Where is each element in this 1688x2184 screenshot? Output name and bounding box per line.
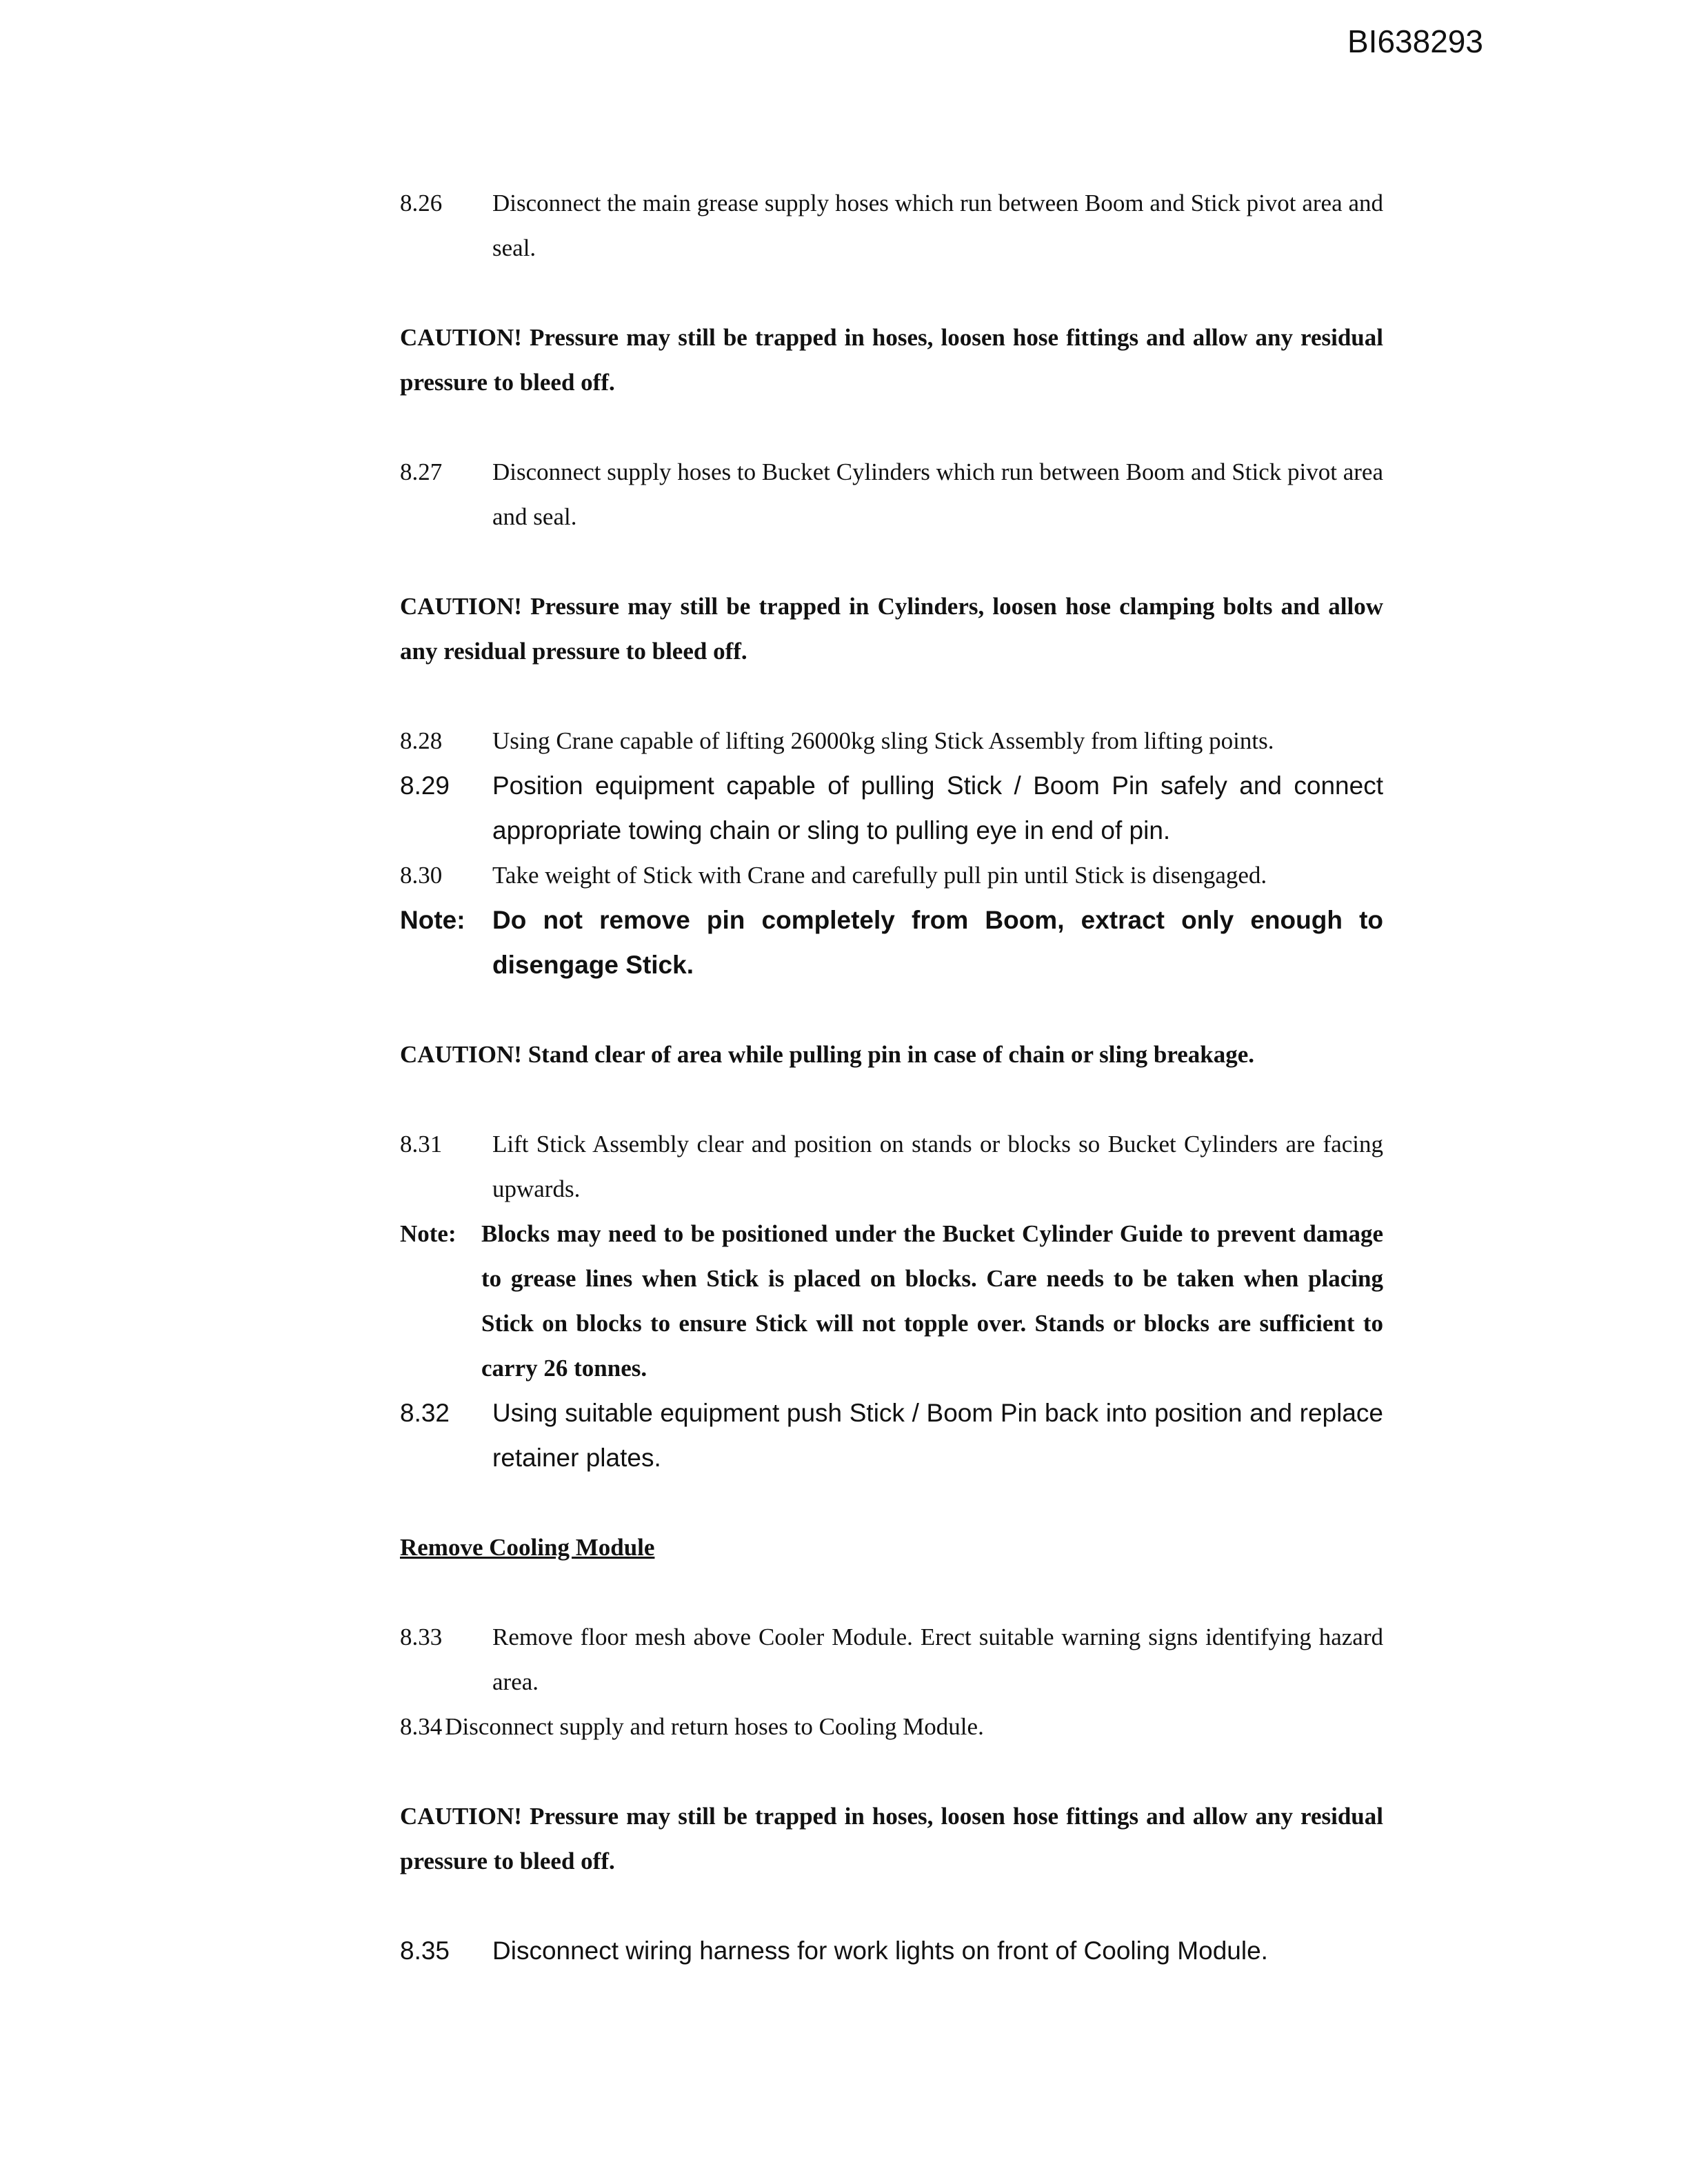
step-text: Remove floor mesh above Cooler Module. Erect suitable warning signs identifying hazard area.	[492, 1624, 1383, 1695]
step-number: 8.35	[400, 1937, 450, 1965]
note-text: Do not remove pin completely from Boom, extract only enough to disengage Stick.	[492, 906, 1383, 979]
step-text: Take weight of Stick with Crane and carefully pull pin until Stick is disengaged.	[492, 862, 1267, 889]
step-8-28	[400, 718, 1383, 763]
step-number: 8.26	[400, 190, 443, 216]
section-heading: Remove Cooling Module	[400, 1534, 655, 1561]
caution-stand-clear: CAUTION! Stand clear of area while pulling pin in case of chain or sling breakage.	[400, 1041, 1255, 1068]
note-label: Note:	[400, 1220, 456, 1247]
step-text: Lift Stick Assembly clear and position on stands or blocks so Bucket Cylinders are facing upwards.	[492, 1131, 1383, 1202]
step-number: 8.30	[400, 862, 443, 889]
caution-hoses-1: CAUTION! Pressure may still be trapped in hoses, loosen hose fittings and allow any residual pressure to bleed off.	[400, 324, 1383, 396]
note-text: Blocks may need to be positioned under the Bucket Cylinder Guide to prevent damage to grease lines when Stick is placed on blocks. Care needs to be taken when placing Stick on blocks to ensure Stick will not topple over. Stands or blocks are sufficient to carry 26 tonnes.	[481, 1220, 1383, 1382]
step-number: 8.33	[400, 1624, 443, 1650]
step-8-27	[400, 449, 1383, 539]
step-8-26	[400, 181, 1383, 270]
step-number: 8.34	[400, 1713, 443, 1740]
step-number: 8.32	[400, 1399, 450, 1427]
step-text: Disconnect supply and return hoses to Cooling Module.	[445, 1713, 984, 1740]
step-8-33	[400, 1615, 1383, 1704]
note-blocks	[400, 1211, 1383, 1391]
step-8-35	[400, 1928, 1383, 1973]
step-number: 8.29	[400, 771, 450, 800]
step-8-32	[400, 1391, 1383, 1480]
step-text: Using Crane capable of lifting 26000kg sling Stick Assembly from lifting points.	[492, 727, 1274, 754]
step-number: 8.28	[400, 727, 443, 754]
step-text: Position equipment capable of pulling Stick / Boom Pin safely and connect appropriate towing chain or sling to pulling eye in end of pin.	[492, 771, 1383, 845]
step-8-30	[400, 853, 1383, 898]
step-8-31	[400, 1122, 1383, 1211]
caution-cylinders: CAUTION! Pressure may still be trapped in Cylinders, loosen hose clamping bolts and allow any residual pressure to bleed off.	[400, 593, 1383, 665]
step-text: Disconnect wiring harness for work lights on front of Cooling Module.	[492, 1937, 1268, 1965]
step-text: Disconnect the main grease supply hoses which run between Boom and Stick pivot area and seal.	[492, 190, 1383, 261]
step-8-29	[400, 763, 1383, 853]
document-id: BI638293	[1347, 23, 1483, 59]
caution-hoses-2: CAUTION! Pressure may still be trapped in hoses, loosen hose fittings and allow any residual pressure to bleed off.	[400, 1803, 1383, 1874]
step-8-34	[400, 1704, 1383, 1749]
note-label: Note:	[400, 906, 465, 934]
page-content	[400, 181, 1383, 1973]
step-text: Disconnect supply hoses to Bucket Cylinders which run between Boom and Stick pivot area and seal.	[492, 458, 1383, 530]
step-number: 8.27	[400, 458, 443, 485]
step-number: 8.31	[400, 1131, 443, 1157]
step-text: Using suitable equipment push Stick / Boom Pin back into position and replace retainer plates.	[492, 1399, 1383, 1472]
note-extract-pin	[400, 898, 1383, 987]
